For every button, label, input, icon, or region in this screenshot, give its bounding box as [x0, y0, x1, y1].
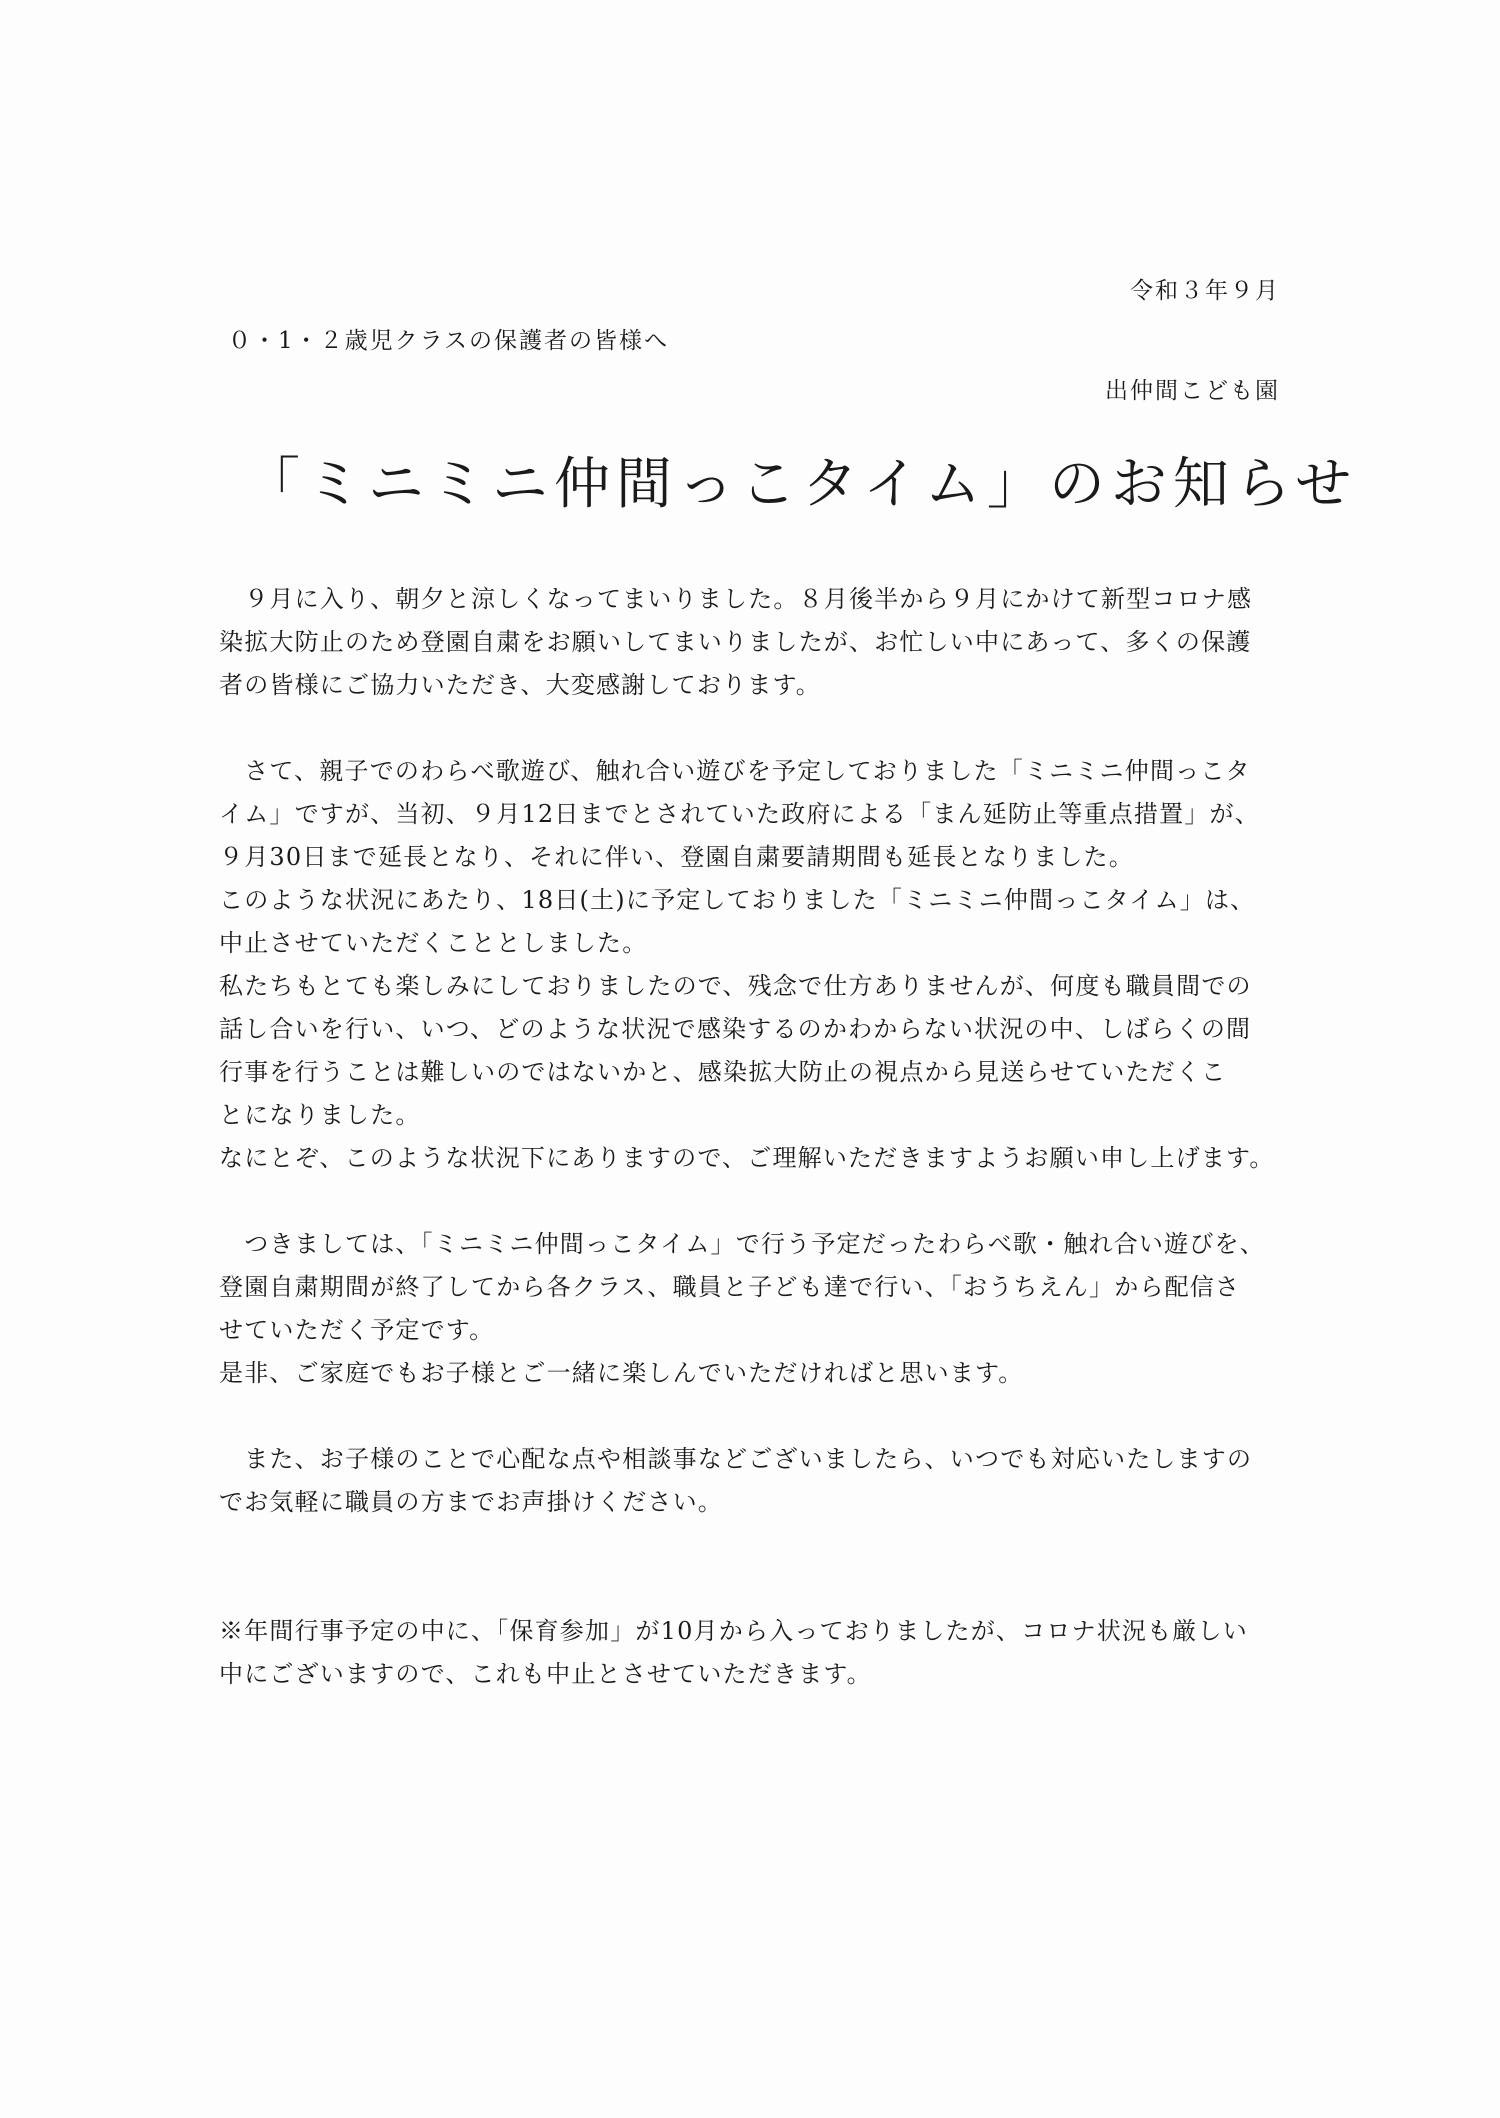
paragraph-alternative — [219, 1223, 1311, 1395]
sender-name: 出仲間こども園 — [1105, 378, 1280, 404]
footnote — [219, 1610, 1311, 1696]
recipient-line: ０・1・２歳児クラスの保護者の皆様へ — [228, 328, 669, 354]
text-line: ９月に入り、朝夕と涼しくなってまいりました。８月後半から９月にかけて新型コロナ感 — [219, 585, 1253, 613]
text-line: でお気軽に職員の方までお声掛けください。 — [219, 1488, 723, 1516]
paragraph-contact — [219, 1438, 1311, 1524]
text-line: 私たちもとても楽しみにしておりましたので、残念で仕方ありませんが、何度も職員間での — [219, 972, 1252, 1000]
text-line: つきましては、「ミニミニ仲間っこタイム」で行う予定だったわらべ歌・触れ合い遊びを、 — [219, 1230, 1265, 1258]
text-line: 行事を行うことは難しいのではないかと、感染拡大防止の視点から見送らせていただくこ — [219, 1058, 1227, 1086]
text-line: ９月30日まで延長となり、それに伴い、登園自粛要請期間も延長となりました。 — [219, 843, 1134, 871]
notice-body — [219, 578, 1311, 1696]
text-line: イム」ですが、当初、９月12日までとされていた政府による「まん延防止等重点措置」が、 — [219, 800, 1260, 828]
text-line: このような状況にあたり、18日(土)に予定しておりました「ミニミニ仲間っこタイム」は、 — [219, 886, 1256, 914]
text-line: 是非、ご家庭でもお子様とご一緒に楽しんでいただければと思います。 — [219, 1359, 1024, 1387]
text-line: さて、親子でのわらべ歌遊び、触れ合い遊びを予定しておりました「ミニミニ仲間っこタ — [219, 757, 1251, 785]
text-line: 中にございますので、これも中止とさせていただきます。 — [219, 1660, 872, 1688]
text-line: 登園自粛期間が終了してから各クラス、職員と子ども達で行い、「おうちえん」から配信さ — [219, 1273, 1241, 1301]
text-line: 中止させていただくこととしました。 — [219, 929, 648, 957]
text-line: せていただく予定です。 — [219, 1316, 495, 1344]
paragraph-cancellation — [219, 750, 1311, 1180]
text-line: 話し合いを行い、いつ、どのような状況で感染するのかわからない状況の中、しばらくの間 — [219, 1015, 1252, 1043]
text-line: 染拡大防止のため登園自粛をお願いしてまいりましたが、お忙しい中にあって、多くの保護 — [219, 628, 1252, 656]
notice-title: 「ミニミニ仲間っこタイム」のお知らせ — [244, 452, 1358, 517]
text-line: ※年間行事予定の中に、「保育参加」が10月から入っておりましたが、コロナ状況も厳しい — [219, 1617, 1248, 1645]
issue-date: 令和３年９月 — [1130, 278, 1280, 304]
text-line: とになりました。 — [219, 1101, 421, 1129]
text-line: なにとぞ、このような状況下にありますので、ご理解いただきますようお願い申し上げます。 — [219, 1144, 1275, 1172]
paragraph-intro — [219, 578, 1311, 707]
text-line: 者の皆様にご協力いただき、大変感謝しております。 — [219, 671, 821, 699]
text-line: また、お子様のことで心配な点や相談事などございましたら、いつでも対応いたしますの — [219, 1445, 1253, 1473]
